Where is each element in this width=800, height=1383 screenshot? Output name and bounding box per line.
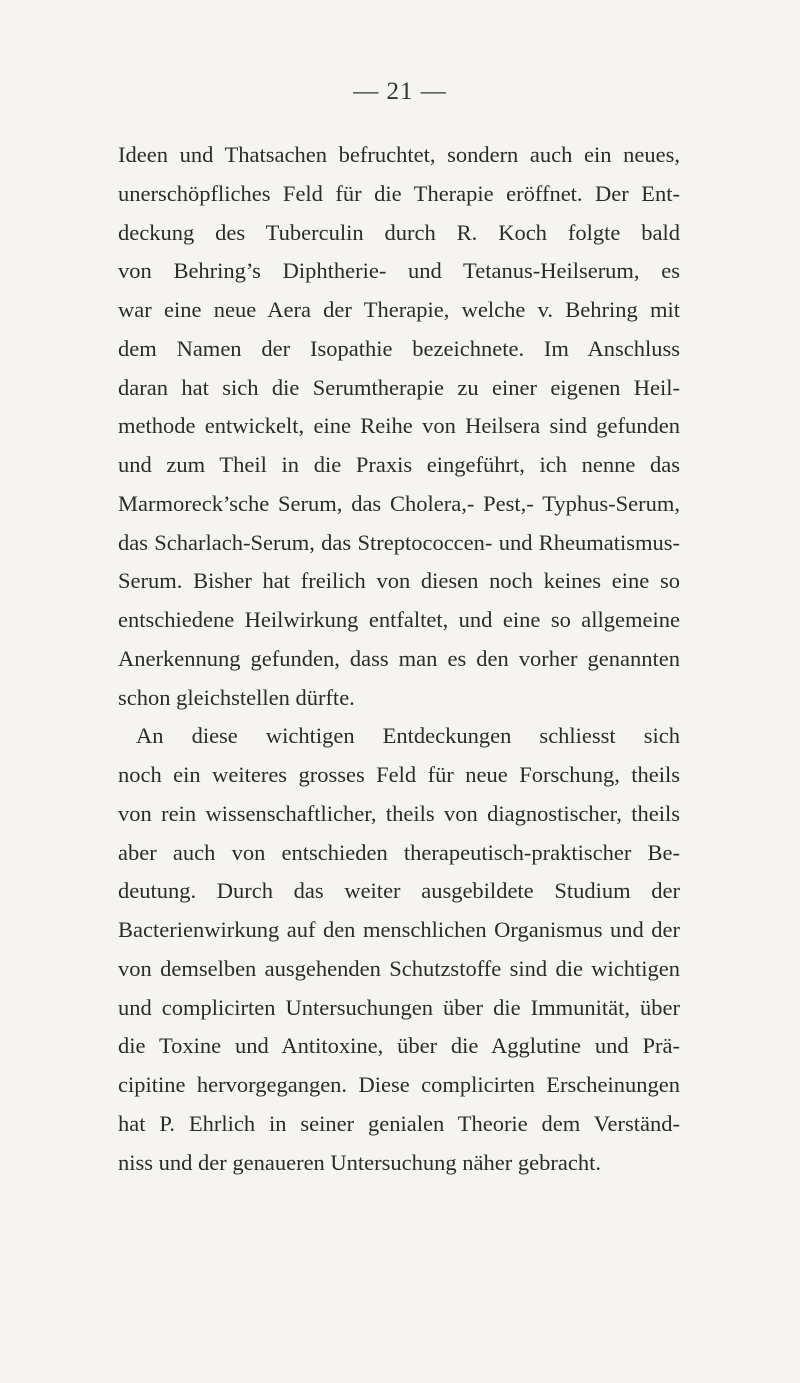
text-line: und complicirten Untersuchungen über die Immunität, über	[118, 994, 680, 1020]
text-line: schon gleichstellen dürfte.	[118, 684, 355, 710]
text-line: das Scharlach-Serum, das Streptococcen- und Rheumatismus-	[118, 529, 680, 555]
text-line: die Toxine und Antitoxine, über die Agglutine und Prä-	[118, 1033, 680, 1059]
text-line: methode entwickelt, eine Reihe von Heilsera sind gefunden	[118, 413, 680, 439]
text-line: daran hat sich die Serumtherapie zu einer eigenen Heil-	[118, 374, 680, 400]
text-line: unerschöpfliches Feld für die Therapie eröffnet. Der Ent-	[118, 180, 680, 206]
body-text	[118, 136, 680, 1182]
text-line: deutung. Durch das weiter ausgebildete Studium der	[118, 878, 680, 904]
text-line: war eine neue Aera der Therapie, welche v. Behring mit	[118, 297, 680, 322]
text-line: und zum Theil in die Praxis eingeführt, ich nenne das	[118, 452, 680, 477]
text-line: An diese wichtigen Entdeckungen schliesst sich	[136, 723, 680, 749]
text-line: von rein wissenschaftlicher, theils von diagnostischer, theils	[118, 800, 680, 826]
text-line: von Behring’s Diphtherie- und Tetanus-Heilserum, es	[118, 258, 680, 284]
text-line: Serum. Bisher hat freilich von diesen noch keines eine so	[118, 568, 680, 594]
text-line: entschiedene Heilwirkung entfaltet, und eine so allgemeine	[118, 607, 680, 632]
text-line: noch ein weiteres grosses Feld für neue Forschung, theils	[118, 762, 680, 787]
page-number: — 21 —	[353, 78, 447, 105]
text-line: niss und der genaueren Untersuchung näher gebracht.	[118, 1149, 601, 1175]
text-line: Anerkennung gefunden, dass man es den vorher genannten	[118, 645, 680, 671]
text-line: aber auch von entschieden therapeutisch-praktischer Be-	[118, 839, 680, 865]
text-line: Ideen und Thatsachen befruchtet, sondern auch ein neues,	[118, 142, 680, 167]
text-line: cipitine hervorgegangen. Diese complicirten Erscheinungen	[118, 1072, 680, 1097]
text-line: Bacterienwirkung auf den menschlichen Organismus und der	[118, 917, 680, 942]
text-line: Marmoreck’sche Serum, das Cholera,- Pest,- Typhus-Serum,	[118, 490, 680, 516]
text-line: deckung des Tuberculin durch R. Koch folgte bald	[118, 219, 680, 245]
text-line: hat P. Ehrlich in seiner genialen Theorie dem Verständ-	[118, 1110, 680, 1136]
paragraph-2	[118, 717, 680, 1182]
text-line: von demselben ausgehenden Schutzstoffe sind die wichtigen	[118, 955, 680, 981]
paragraph-1	[118, 136, 680, 717]
text-line: dem Namen der Isopathie bezeichnete. Im Anschluss	[118, 335, 680, 361]
